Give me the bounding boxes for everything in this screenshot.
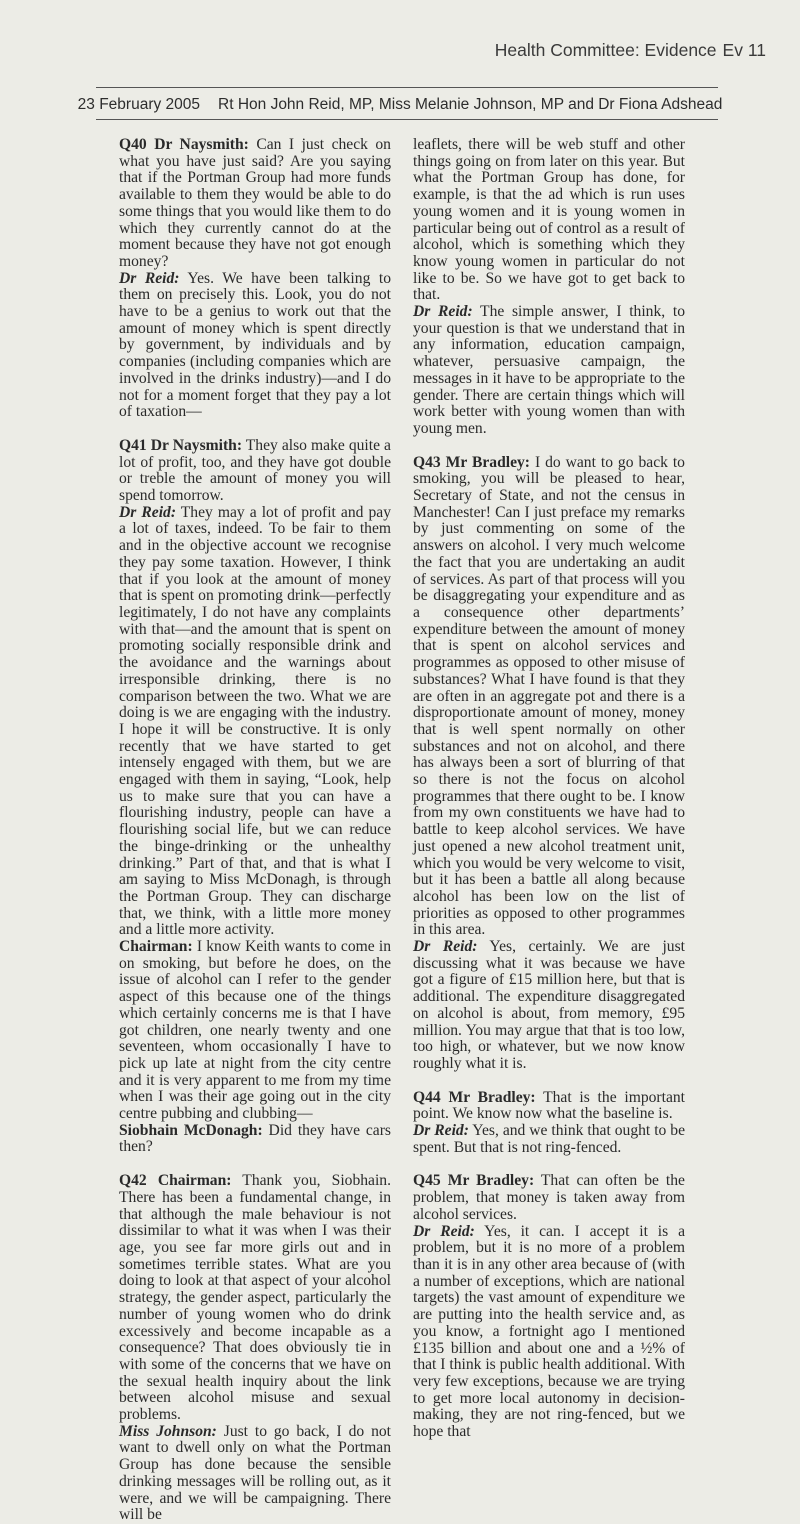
question-45 (413, 1173, 685, 1223)
speaker: Dr Reid: (413, 938, 478, 956)
paragraph-text: Can I just check on what you have just said? Are you saying that if the Portman Group had more funds available to them they would be able to do some things that you would like them to do which they currently cannot do at the moment because they have not got enough money? (119, 136, 391, 270)
header-rule-bottom (96, 119, 718, 120)
question-41 (119, 438, 391, 505)
answer-paragraph (413, 1224, 685, 1441)
answer-paragraph (413, 939, 685, 1073)
speaker: Q42 Chairman: (119, 1172, 232, 1190)
paragraph-text: Just to go back, I do not want to dwell only on what the Portman Group has done because the sensible drinking messages will be rolling out, as it were, and we will be campaigning. There will be (119, 1422, 391, 1524)
answer-paragraph (413, 1123, 685, 1156)
question-42 (119, 1173, 391, 1424)
session-date: 23 February 2005 (77, 96, 201, 113)
speaker: Dr Reid: (119, 269, 180, 287)
running-header (495, 40, 766, 61)
paragraph-text: That can often be the problem, that money is taken away from alcohol services. (413, 1172, 685, 1223)
speaker: Siobhain McDonagh: (119, 1121, 263, 1139)
paragraph-text: I know Keith wants to come in on smoking, but before he does, on the issue of alcohol can I refer to the gender aspect of this because one of the things which certainly concerns me is that I have got children, one nearly twenty and one seventeen, whom occasionally I have to pick up late at night from the city centre and it is very apparent to me from my time when I was their age going out in the city centre pubbing and clubbing— (119, 938, 391, 1123)
speaker: Dr Reid: (119, 503, 177, 521)
answer-paragraph (119, 1424, 391, 1524)
answer-paragraph (413, 304, 685, 438)
speaker: Q43 Mr Bradley: (413, 453, 530, 471)
speaker: Chairman: (119, 938, 193, 956)
chairman-paragraph (119, 939, 391, 1123)
interjection-paragraph (119, 1123, 391, 1156)
paragraph-text: That is the important point. We know now what the baseline is. (413, 1088, 685, 1123)
paragraph-text: leaflets, there will be web stuff and other things going on from later on this year. But what the Portman Group has done, for example, is that the ad which is run uses young women and it is young women in particular being out of control as a result of alcohol, which is something which they know young women in particular do not like to be. So we have got to get back to that. (413, 136, 685, 304)
speaker: Q45 Mr Bradley: (413, 1172, 535, 1190)
paragraph-text: Yes, and we think that ought to be spent. But that is not ring-fenced. (413, 1122, 685, 1156)
paragraph-text: They may a lot of profit and pay a lot of taxes, indeed. To be fair to them and in the objective account we recognise they pay some taxation. However, I think that if you look at the amount of money that is spent on promoting drink—perfectly legitimately, I do not have any complaints with that—and the amount that is spent on promoting socially responsible drink and the avoidance and the warnings about irresponsible drinking, there is no comparison between the two. What we are doing is we are engaging with the industry. I hope it will be constructive. It is only recently that we have started to get intensely engaged with them, but we are engaged with them in saying, “Look, help us to make sure that you can have a flourishing industry, people can have a flourishing social life, but we can reduce the binge-drinking or the unhealthy drinking.” Part of that, and that is what I am saying to Miss McDonagh, is through the Portman Group. They can discharge that, we think, with a little more money and a little more activity. (119, 503, 391, 939)
left-column (119, 137, 391, 1524)
paragraph-text: Yes, certainly. We are just discussing what it was because we have got a figure of £15 million here, but that is additional. The expenditure disaggregated on alcohol is about, from memory, £95 million. You may argue that that is too low, too high, or whatever, but we now know roughly what it is. (413, 938, 686, 1072)
paragraph-text: Did they have cars then? (119, 1121, 391, 1156)
speaker: Dr Reid: (413, 303, 473, 321)
paragraph-text: I do want to go back to smoking, you will be pleased to hear, Secretary of State, and not the census in Manchester! Can I just preface my remarks by just commenting on some of the answers on alcohol. I very much welcome the fact that you are undertaking an audit of services. As part of that process will you be disaggregating your expenditure and as a consequence other departments’ expenditure between the amount of money that is spent on alcohol services and programmes as opposed to other misuse of substances? What I have found is that they are often in an aggregate pot and there is a disproportionate amount of money, money that is well spent normally on other substances and not on alcohol, and there has always been a sort of blurring of that so there is not the focus on alcohol programmes that there ought to be. I know from my own constituents we have had to battle to keep alcohol services. We have just opened a new alcohol treatment unit, which you would be very welcome to visit, but it has been a battle all along because alcohol has been low on the list of priorities as opposed to other programmes in this area. (413, 453, 685, 939)
question-44 (413, 1090, 685, 1123)
page-number: Ev 11 (722, 40, 766, 60)
speaker: Q44 Mr Bradley: (413, 1088, 536, 1106)
speaker: Q41 Dr Naysmith: (119, 436, 243, 454)
paragraph-text: Yes, it can. I accept it is a problem, but it is no more of a problem than it is in any other area because of (with a number of exceptions, which are national targets) the vast amount of expenditure we are putting into the health service and, as you know, a fortnight ago I mentioned £135 billion and about one and a ½% of that I think is public health additional. With very few exceptions, because we are trying to get more local autonomy in decision-making, they are not ring-fenced, but we hope that (413, 1222, 685, 1441)
paragraph-text: Thank you, Siobhain. There has been a fundamental change, in that although the male behaviour is not dissimilar to what it was when I was their age, you see far more girls out and in sometimes terrible states. What are you doing to look at that aspect of your alcohol strategy, the gender aspect, particularly the number of young women who do drink excessively and become incapable as a consequence? That does obviously tie in with some of the concerns that we have on the sexual health inquiry about the link between alcohol misuse and sexual problems. (119, 1172, 391, 1424)
header-title: Health Committee: Evidence (494, 40, 717, 60)
paragraph-text: The simple answer, I think, to your question is that we understand that in any information, education campaign, whatever, persuasive campaign, the messages in it have to be appropriate to the gender. There are certain things which will work better with young women than with young men. (413, 303, 685, 437)
session-line (0, 96, 800, 114)
paragraph-text: Yes. We have been talking to them on precisely this. Look, you do not have to be a genius to work out that the amount of money which is spent directly by government, by individuals and by companies (including companies which are involved in the drinks industry)—and I do not for a moment forget that they pay a lot of taxation— (119, 269, 392, 421)
question-40 (119, 137, 391, 271)
continued-paragraph (413, 137, 685, 304)
question-43 (413, 455, 685, 939)
speaker: Miss Johnson: (119, 1422, 217, 1440)
answer-paragraph (119, 271, 391, 421)
right-column (413, 137, 685, 1441)
header-rule-top (96, 87, 718, 88)
speaker: Dr Reid: (413, 1222, 475, 1240)
witnesses: Rt Hon John Reid, MP, Miss Melanie Johnson, MP and Dr Fiona Adshead (218, 96, 723, 113)
speaker: Dr Reid: (413, 1122, 469, 1140)
paragraph-text: They also make quite a lot of profit, too, and they have got double or treble the amount of money you will spend tomorrow. (119, 436, 391, 505)
answer-paragraph (119, 505, 391, 939)
speaker: Q40 Dr Naysmith: (119, 136, 249, 153)
